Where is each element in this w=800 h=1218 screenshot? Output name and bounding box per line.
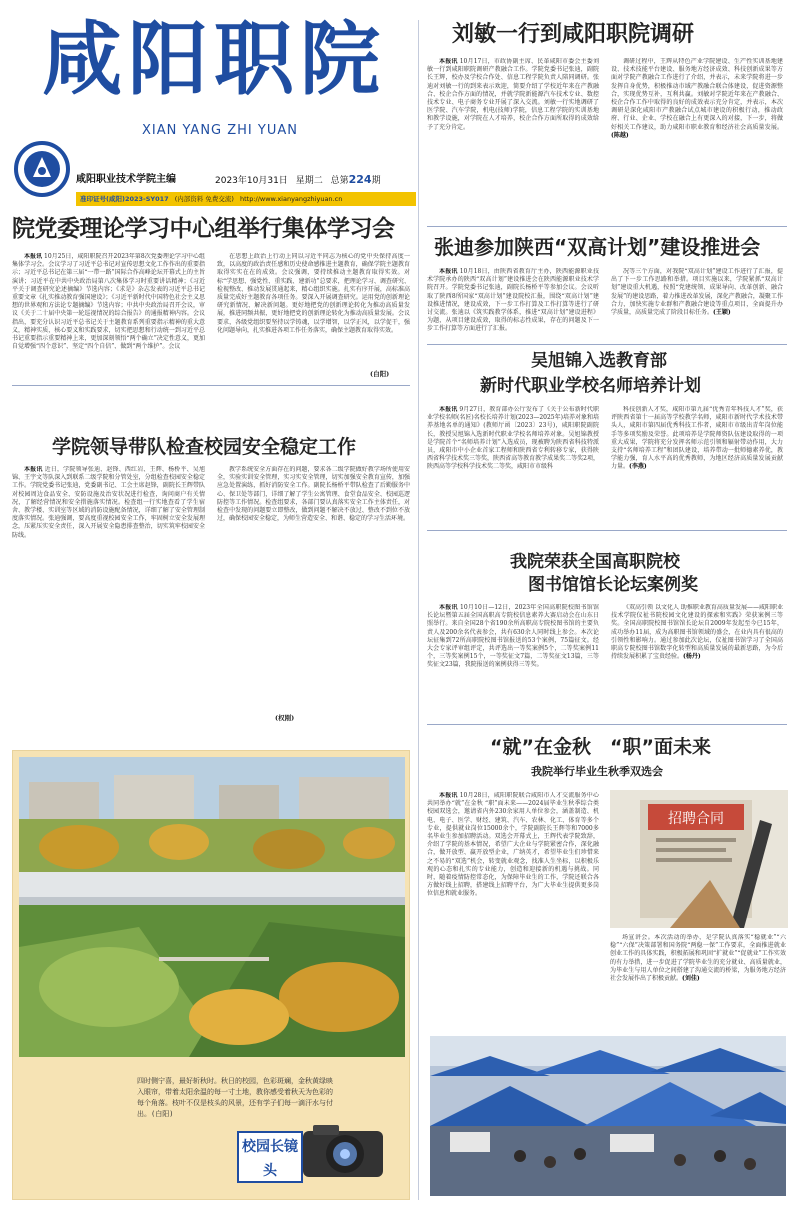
masthead-issue-prefix: 总第	[330, 176, 349, 186]
a2-title: 学院领导带队检查校园安全稳定工作	[52, 436, 357, 458]
a7-para-2	[610, 934, 786, 983]
rule-a3	[427, 226, 787, 227]
a1-para-2	[217, 253, 410, 335]
a4-tag: 本报讯	[439, 268, 458, 275]
recruit-photo	[610, 790, 788, 928]
a3-col1: 10月17日，市政协副主席、民革咸阳市委会主委刘敏一行到咸阳职院调研产教融合工作。学院党委书记张迪，副院长王辉，校办及学校合作处、信息工程学院负责人陪同调研。张迪对刘敏一行的到来表示欢迎，简要介绍了学校近年来在产教融合、校企合作方面的情况，并就学院新能源汽车技术专业、数控技术专业、电子商务专业开展了深入交流。刘敏一行实地调研了医学院、汽车学院，机电(技师)学院，信息工程学院的实训基地和教学设施，对学院在人才培养，校企合作方面所取得的成效给予了充分肯定。	[427, 58, 599, 131]
rule-a1	[12, 385, 410, 386]
masthead-date-line	[215, 173, 381, 188]
a5-para-1	[427, 406, 599, 472]
masthead-website: http://www.xianyangzhiyuan.cn	[239, 195, 343, 203]
a2-col2: 教学系统安全方面存在的问题，要求各二级学院做好教学场所使用安全，实验实训安全管理，实习实安全管理，切实加强安全教育宣传，加强应急处置演练，抓好消防安全工作。副院长杨桥平带队检查了后勤服务中心、保卫处等部门，详细了解了学生公寓管理、食堂食品安全、校园巡逻防控等工作情况。检查组要求，各部门要认真落实安全工作主体责任，对检查中发现的问题要立即整改，做到问题不解决不放过、整改不到位不放过，确保校园安全稳定，为师生营造安全、和谐、稳定的学习生活环境。	[217, 466, 410, 523]
a7-subtitle: 我院举行毕业生秋季双选会	[531, 765, 663, 778]
a2-para-2	[217, 466, 410, 523]
masthead	[0, 0, 418, 232]
masthead-internal: (内部资料 免费交流)	[174, 195, 234, 203]
a3-col2: 调研过程中，王辉从特色产业学院建设、生产性实训基地建设、技术技能平台建设、服务地方经济成效、科技创新成果等方面对学院产教融合工作进行了介绍，并表示，未来学院将进一步发挥自身优势，积极推动市域产教融合联合体建设，促进资源整合，实现优势互补，互利共赢。刘敏对学院近年来在产教融合、校企合作工作中取得的良好的成效表示充分肯定，并表示，本次调研是深化咸阳市产教融合试点城市建设的积极行动，推动政府、行业、企业、学校在融合上有更深入的对接，下一步，将做好相关工作建议，助力咸阳市职业教育和经济社会高质量发展。	[611, 58, 783, 131]
a3-para-1	[427, 58, 599, 132]
a6-title-line1: 我院荣获全国高职院校	[510, 552, 680, 572]
a2-para-1	[12, 466, 205, 540]
rule-a4	[427, 344, 787, 345]
masthead-permit: 准印证号(咸阳)2023-SY017	[80, 195, 169, 203]
a1-col1: 10月25日，咸阳职院召开2023年第8次党委理论学习中心组集体学习会。会议学习了习近平总书记对宣传思想文化工作作出的重要指示；习近平总书记在第三届“一带一路”国际合作高峰论坛开幕式上的主旨演讲；习近平在中共中央政治局第八次集体学习时重要讲话精神；《习近平关于调查研究论述摘编》节选内容；《求是》杂志发表的习近平总书记重要文章《扎实推动教育强国建设》；《习近平新时代中国特色社会主义思想的世界观和方法论专题摘编》节选内容；中共中央政治局召开会议，审议《关于二十届中央第一轮巡视情况的综合报告》的通报精神内容。会议指出，要充分认识习近平总书记关于主题教育系列重要指示精神的重大意义，精神实质，核心要义和实践要求，切实把思想和行动统一到习近平总书记重要指示重要精神上来，更加深刻领悟“两个确立”决定性意义，更加自觉增强“四个意识”、坚定“四个自信”、做到“两个维护”。会议	[12, 253, 205, 351]
a6-body	[427, 604, 783, 716]
a6-sig: (杨丹)	[683, 653, 701, 661]
a6-title-line2: 图书馆馆长论坛案例奖	[528, 575, 698, 595]
a7-col2: 场宣讲会。本次活动的举办，是学院认真落实“稳就业”“六稳”“六保”决策部署和国务院“两稳一保”工作要求，全面推进就业创业工作的具体实践，积极拓展和巩固“扩就业”“促就业”工作实效的有力举措，进一步促进了学院毕业生的充分就业、高质量就业，为毕业生与用人单位之间搭建了沟通交流的桥梁，为服务地方经济社会发展作出了积极贡献。	[610, 934, 786, 983]
lens-graphic	[233, 1121, 403, 1191]
a3-body	[427, 58, 783, 218]
masthead-issue-suffix: 期	[371, 176, 381, 186]
a3-sig: (陈越)	[611, 131, 629, 139]
photo-caption: 四时侧宁喜，最好斩秋时。秋日的校园，色彩斑斓，金秋黄绿映入眼帘，带着太阳余温的每一寸土地，教你感受着秋天为色彩的每个角落。枝叶不仅是枝头的风景，还有学子们每一滴汗水与付出。(白阳)	[137, 1077, 333, 1118]
a6-para-1	[427, 604, 599, 670]
a5-col2: 科技创新人才奖，咸阳市第九届“优秀青年科技人才”奖，获评陕西省第十一届高等学校教学名师，咸阳市新时代学术技术带头人，咸阳市第四届优秀科技工作者，咸阳市市级出青年岗位能手等多项奖励及荣誉。此项培养是学院师资队伍建设取得的一项重大成果，学院将充分发挥名师示范引领和辐射带动作用，大力支持“名师培养工程”和团队建设，培养带动一批师德素养优，教学能力强，育人水平高的优秀教师，为地区经济高质量发展贡献力量。	[611, 406, 783, 471]
masthead-title: 咸阳职院	[42, 13, 386, 106]
a1-sig: (白阳)	[370, 370, 390, 378]
a7-title: “就”在金秋 “职”面未来	[490, 736, 711, 758]
a4-col1: 10月18日，由陕西省教育厅主办，陕西能源职业技术学院承办的陕西“双高计划”建设推进会在陕西能源职业技术学院召开。学院党委书记张迪，副院长杨桥平等参加会议。会议听取了陕西8所国家“双高计划”建设院校汇报，围绕“双高计划”建设推进情况，建设成效，下一步工作打算及工作打算等进行了研讨交流。张迪以《筑实践教学体系，推进“双高计划”建设进程》为题，从项目建设成效，取得的标志性成果，存在的问题及下一步工作打算等方面进行了汇报。	[427, 268, 599, 333]
a6-col2: 《双高引领 以文化人 助推职业教育高质量发展——咸阳职业技术学院仪祉书院校园文化建设的探索和实践》荣获案例三等奖。全国高职院校图书馆馆长论坛自2009年发起至今已15年，成功举办11届，成为高职图书馆领域的盛会，在业内具有很高的引领性和影响力。通过参加此次论坛，仪祉图书馆学习了全国高职高专院校图书馆数字化转型和高质量发展的最新思路，为今后持续发展积累了宝贵经验。	[611, 604, 783, 661]
a6-para-2	[611, 604, 783, 661]
a3-tag: 本报讯	[439, 58, 458, 65]
recruit-sign: 招聘合同	[668, 811, 724, 827]
emblem-icon	[16, 143, 68, 195]
a2-col1: 近日，学院领导张迪、赵锋、西红岩、王辉、杨桥平、吴旭锦、王宇文等队深入到联系二级学院和分管处室，分组检查校园安全稳定工作。学院党委书记张迪，党委副书记、工会主席赵锋，副院长王辉带队对校园周边食品安全、安防设施及治安状况进行检查，询问商户有关情况，了解经营情况和安全措施落实情况。检查组一行实地查看了学生宿舍、教学楼、实训室等区域的消防设施配备情况，详细了解了安全管理制度落实情况。张迪强调，要高度重视校园安全工作，牢固树立安全发展理念，压紧压实安全责任，深入开展安全隐患排查整治，切实筑牢校园安全防线。	[12, 466, 205, 539]
masthead-date: 2023年10月31日	[215, 176, 288, 186]
a4-para-1	[427, 268, 599, 334]
a2-body	[12, 466, 410, 730]
a5-sig: (李燕)	[629, 463, 647, 471]
a5-col1: 9月27日，教育部办公厅发布了《关于公布新时代职业学校名师(名匠)名校长培养计划(2023—2025年)培养对象和培养基地名单的通知》(教师厅函〔2023〕23号)，咸阳职院副院长，教授吴旭锦入选新时代职业学校名师培养对象。吴旭锦教授是学院首个“名师培养计划”入选成员，现被聘为陕西省科技特派员，咸阳市中小企业首家工程师和陕西省专利转移专家，获得陕西省科学技术奖三等奖，陕西省高等教育教学成果奖二等奖2项，陕西高等学校科学技术奖二等奖，咸阳市市级科	[427, 406, 599, 471]
a7-col2-box	[610, 934, 786, 1026]
masthead-info-bar	[76, 192, 416, 206]
a7-col1: 10月28日，咸阳职院联合咸阳市人才交流服务中心共同举办“就”在金秋 “职”面未来——2024届毕业生秋季综合类校园双选会，邀请省内外230余家用人单位参会，涵盖制造、机电、电子、医学、财经、建筑、汽车、农林、化工、体育等多个专业，提供就业岗位15000余个，学院副院长王辉等和7000多名毕业生参加招聘活动。双选会开幕式上，王辉代表学院致辞，介绍了学院的基本情况，希望广大企业与学院紧密合作，深化融合，做开放型、赢开放型企业，广纳英才，希望毕业生们珍惜来之不易的“双选”机会，转变就业观念，找准人生坐标，以积极乐观的心态和扎实的专业能力，创造和迎接新的机遇与挑战。同时，随着疫情防控常态化，为保障毕业生的工作，学院还联合各方做好线上招聘，搭建线上招聘平台，为广大毕业生提供更多岗位信息和就业服务。	[427, 792, 599, 898]
a1-col2: 在思想上政治上行动上同以习近平同志为核心的党中央保持高度一致，以高度的政治责任感和历史使命感推进主题教育，确保学院主题教育取得实实在在的成效。会议强调，要持续推动主题教育取得实效。对标“学思想、强党性、重实践、建新功”总要求，把理论学习、调查研究、检视整改、推动发展贯通起来，精心组织实施。扎实有序开展，高标准高质量完成好主题教育各项任务。要深入开展调查研究。运用党的创新理论研究新情况、解决新问题。更好地把党的创新理论转化为推动高质量发展，推进同频共振，更好地把党的创新理论转化为推动高质量发展。会议要求，各级党组织要坚持以学铸魂，以学增智，以学正风，以学促干，强化问题导向，扎实推进各项工作任务落实，确保主题教育取得实效。	[217, 253, 410, 334]
a5-title-line1: 吴旭锦入选教育部	[531, 351, 667, 371]
a4-title: 张迪参加陕西“双高计划”建设推进会	[434, 235, 761, 259]
masthead-issue-num: 224	[348, 173, 372, 186]
a5-para-2	[611, 406, 783, 472]
a5-body	[427, 406, 783, 522]
a4-sig: (王颖)	[713, 309, 731, 317]
masthead-pinyin: XIAN YANG ZHI YUAN	[142, 123, 298, 138]
a6-col1: 10月10日—12日，2023年全国高职院校图书馆馆长论坛暨第五届全国高职高专院校信息素养大赛启动会在山东日照举行。来自全国28个省190余所高职高专院校图书馆的主要负责人及200余名代表参会，共有630余人同时线上参会。本次论坛征集到72所高职院校图书馆报送的53个案例，75篇征文。经大会专家评审组评定，共评选出一等奖案例5个，二等奖案例11个，三等奖案例15个，一等奖征文7篇，二等奖征文13篇，三等奖征文23篇，我院报送的案例获得三等奖。	[427, 604, 599, 669]
a6-tag: 本报讯	[439, 604, 458, 611]
a1-body	[12, 253, 410, 375]
a5-tag: 本报讯	[439, 406, 458, 413]
a2-tag: 本报讯	[24, 466, 43, 473]
a7-col1-box	[427, 792, 599, 1024]
a7-tag: 本报讯	[439, 792, 458, 799]
a4-para-2	[611, 268, 783, 317]
a3-title: 刘敏一行到咸阳职院调研	[452, 22, 695, 47]
lens-label: 校园长镜头	[237, 1131, 303, 1183]
campus-photo	[19, 757, 405, 1057]
a7-sig: (刘佳)	[682, 975, 700, 983]
masthead-weekday: 星期二	[295, 176, 323, 186]
rule-a5	[427, 530, 787, 531]
a1-para-1	[12, 253, 205, 351]
a5-title-line2: 新时代职业学校名师培养计划	[480, 376, 701, 396]
a4-body	[427, 268, 783, 338]
job-fair-photo	[430, 1036, 786, 1196]
a4-col2: 况等三个方面，对我院“双高计划”建设工作进行了汇报，提出了下一步工作思路和举措。项目实施以来，学院紧抓“双高计划”建设重大机遇，按照“党建统领、成果导向、改革创新、融合发展”的建设思路，着力推进改革发展，深化产教融合，凝聚工作合力，加快实施专业群和产教融合建设等重点项目，全面提升办学质量，高质量完成了阶段目标任务。	[611, 268, 783, 317]
masthead-sponsor: 咸阳职业技术学院主编	[76, 174, 176, 185]
masthead-emblem	[14, 141, 70, 197]
rule-a6	[427, 724, 787, 725]
a3-para-2	[611, 58, 783, 140]
a2-sig: (权刚)	[275, 714, 295, 722]
a7-para-1	[427, 792, 599, 899]
a1-title: 院党委理论学习中心组举行集体学习会	[12, 216, 395, 242]
column-divider	[418, 20, 419, 1200]
a1-tag: 本报讯	[24, 253, 43, 260]
photo-feature	[12, 750, 410, 1200]
